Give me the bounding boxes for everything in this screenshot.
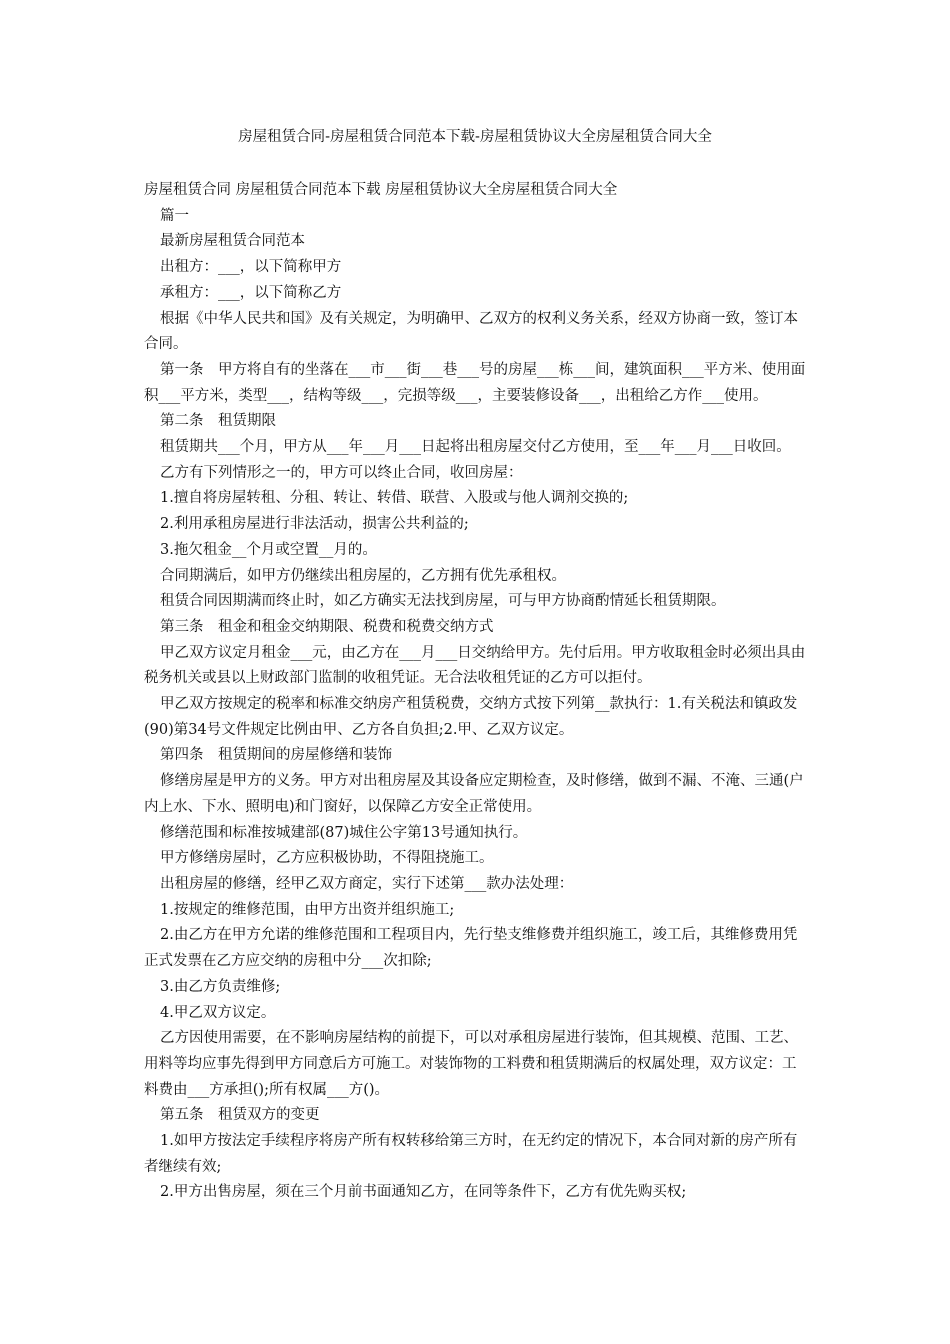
paragraph: 乙方因使用需要，在不影响房屋结构的前提下，可以对承租房屋进行装饰，但其规模、范围、工艺、用料等均应事先得到甲方同意后方可施工。对装饰物的工料费和租赁期满后的权属处理，双方议定：工料费由___方承担();所有权属___方()。: [144, 1030, 798, 1098]
paragraph: 第五条 租赁双方的变更: [160, 1107, 320, 1124]
paragraph: 第四条 租赁期间的房屋修缮和装饰: [160, 747, 392, 764]
paragraph: 修缮范围和标准按城建部(87)城住公字第13号通知执行。: [160, 824, 528, 841]
paragraph: 2.甲方出售房屋，须在三个月前书面通知乙方，在同等条件下，乙方有优先购买权;: [160, 1184, 687, 1201]
paragraph: 根据《中华人民共和国》及有关规定，为明确甲、乙双方的权利义务关系，经双方协商一致，签订本合同。: [144, 310, 798, 353]
paragraph: 3.拖欠租金__个月或空置__月的。: [160, 541, 377, 558]
document-body: [144, 178, 808, 1206]
document-title: 房屋租赁合同-房屋租赁合同范本下载-房屋租赁协议大全房屋租赁合同大全: [238, 129, 712, 145]
paragraph: 出租方：___，以下简称甲方: [160, 259, 342, 276]
paragraph: 2.由乙方在甲方允诺的维修范围和工程项目内，先行垫支维修费并组织施工，竣工后，其维修费用凭正式发票在乙方应交纳的房租中分___次扣除;: [144, 927, 798, 970]
paragraph: 第三条 租金和租金交纳期限、税费和税费交纳方式: [160, 618, 494, 635]
paragraph: 2.利用承租房屋进行非法活动，损害公共利益的;: [160, 516, 469, 533]
paragraph: 4.甲乙双方议定。: [160, 1004, 276, 1021]
paragraph: 甲乙双方按规定的税率和标准交纳房产租赁税费，交纳方式按下列第__款执行：1.有关税法和镇政发(90)第34号文件规定比例由甲、乙方各自负担;2.甲、乙双方议定。: [144, 696, 798, 738]
paragraph: 第一条 甲方将自有的坐落在___市___街___巷___号的房屋___栋___间，建筑面积___平方米、使用面积___平方米，类型___，结构等级___，完损等级___，主要装修设备___，出租给乙方作___使用。: [144, 361, 806, 404]
paragraph: 1.擅自将房屋转租、分租、转让、转借、联营、入股或与他人调剂交换的;: [160, 490, 629, 507]
paragraph: 最新房屋租赁合同范本: [160, 233, 305, 250]
paragraph: 3.由乙方负责维修;: [160, 978, 281, 995]
paragraph: 承租方：___，以下简称乙方: [160, 284, 342, 301]
paragraph: 乙方有下列情形之一的，甲方可以终止合同，收回房屋：: [160, 464, 523, 481]
document-subtitle: 房屋租赁合同 房屋租赁合同范本下载 房屋租赁协议大全房屋租赁合同大全: [144, 182, 618, 198]
paragraph: 篇一: [160, 207, 189, 224]
paragraph: 甲方修缮房屋时，乙方应积极协助，不得阻挠施工。: [160, 850, 494, 867]
paragraph: 修缮房屋是甲方的义务。甲方对出租房屋及其设备应定期检查，及时修缮，做到不漏、不淹、三通(户内上水、下水、照明电)和门窗好，以保障乙方安全正常使用。: [144, 773, 804, 815]
paragraph: 合同期满后，如甲方仍继续出租房屋的，乙方拥有优先承租权。: [160, 567, 566, 584]
paragraph: 租赁期共___个月，甲方从___年___月___日起将出租房屋交付乙方使用，至___年___月___日收回。: [160, 439, 791, 456]
paragraph: 1.按规定的维修范围，由甲方出资并组织施工;: [160, 901, 455, 918]
paragraph: 1.如甲方按法定手续程序将房产所有权转移给第三方时，在无约定的情况下，本合同对新的房产所有者继续有效;: [144, 1133, 798, 1175]
paragraph: 出租房屋的修缮，经甲乙双方商定，实行下述第___款办法处理：: [160, 875, 574, 892]
paragraph: 租赁合同因期满而终止时，如乙方确实无法找到房屋，可与甲方协商酌情延长租赁期限。: [160, 593, 726, 610]
paragraph: 第二条 租赁期限: [160, 413, 276, 430]
paragraph: 甲乙双方议定月租金___元，由乙方在___月___日交纳给甲方。先付后用。甲方收取租金时必须出具由税务机关或县以上财政部门监制的收租凭证。无合法收租凭证的乙方可以拒付。: [144, 644, 806, 687]
